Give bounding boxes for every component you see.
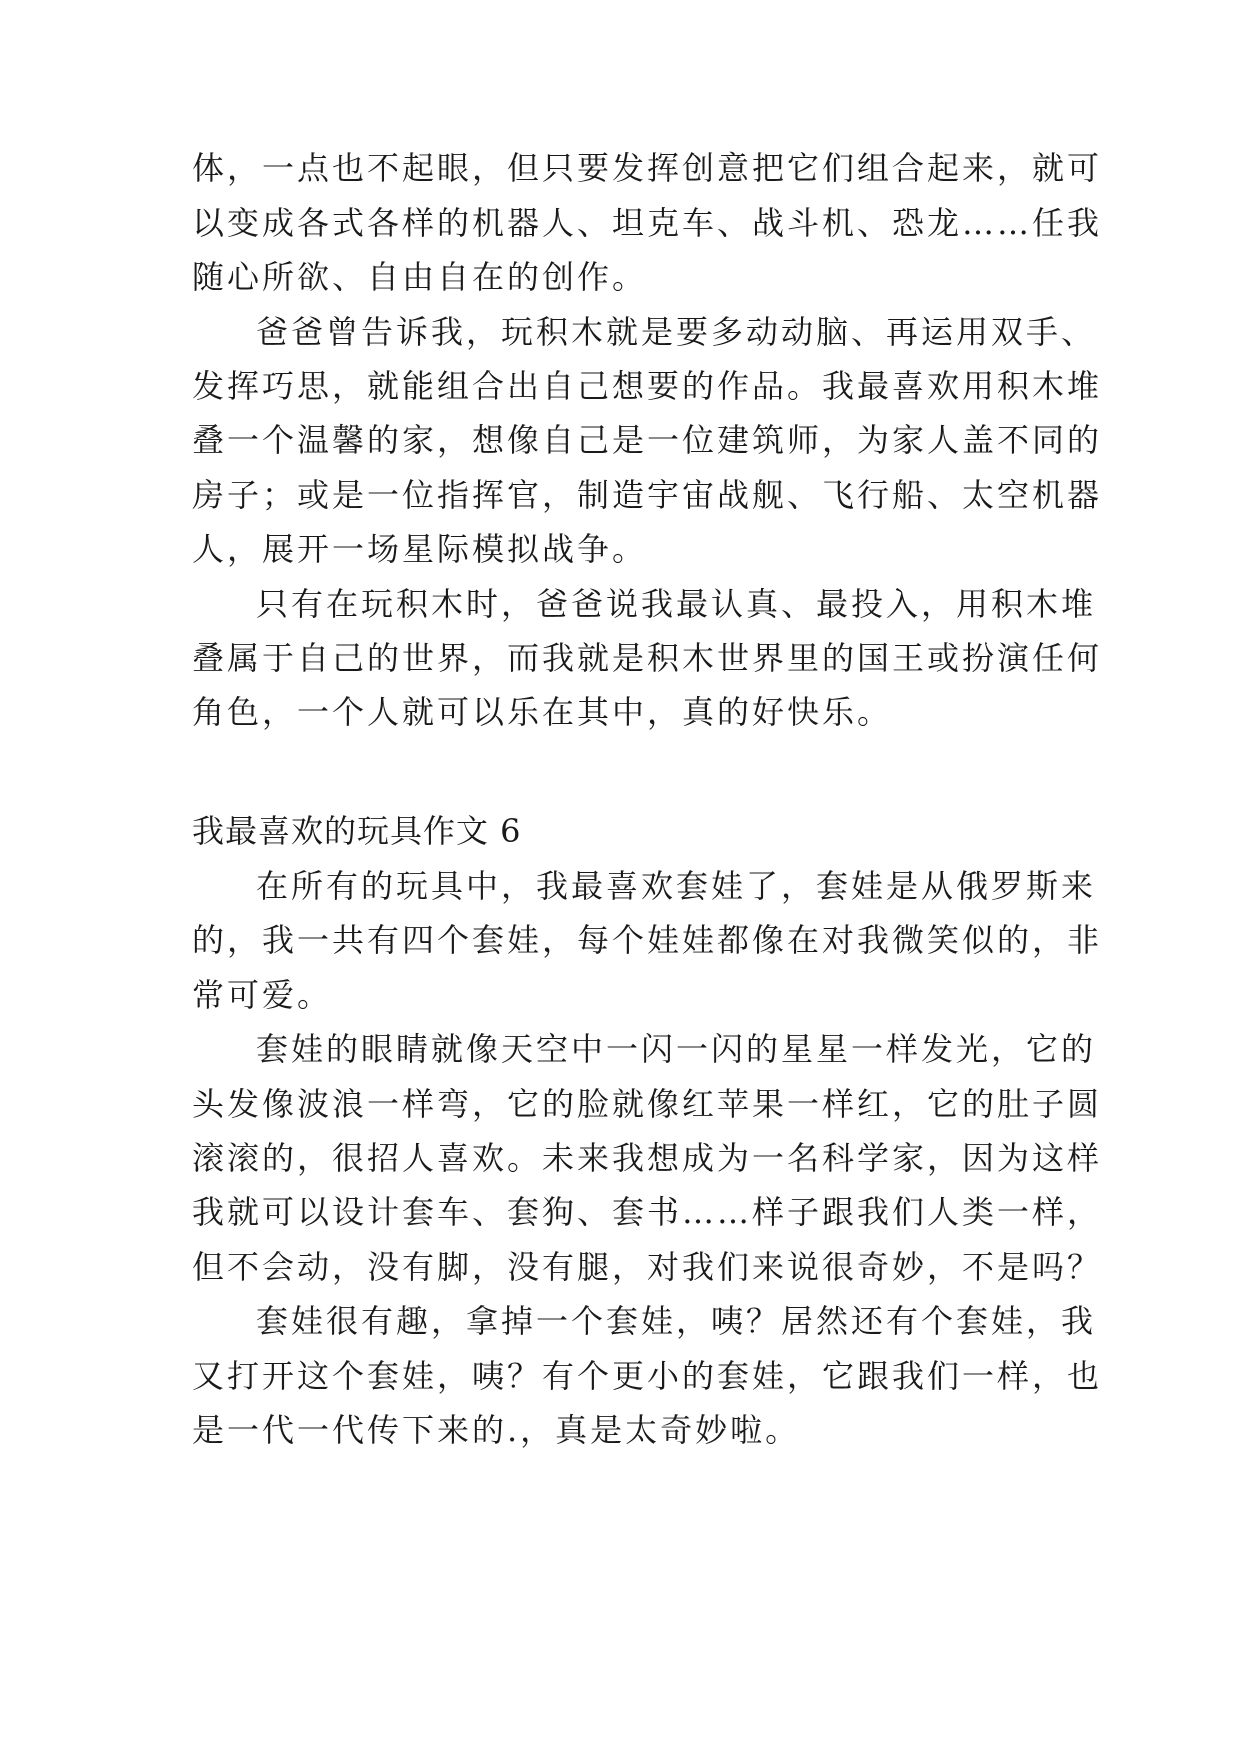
paragraph-line: 爸爸曾告诉我，玩积木就是要多动动脑、再运用双手、 xyxy=(256,313,1097,351)
paragraph-line: 人，展开一场星际模拟战争。 xyxy=(192,530,648,568)
paragraph-line: 以变成各式各样的机器人、坦克车、战斗机、恐龙……任我 xyxy=(192,204,1103,242)
paragraph-line: 在所有的玩具中，我最喜欢套娃了，套娃是从俄罗斯来 xyxy=(256,867,1097,905)
paragraph-line: 头发像波浪一样弯，它的脸就像红苹果一样红，它的肚子圆 xyxy=(192,1085,1103,1123)
paragraph-line: 房子；或是一位指挥官，制造宇宙战舰、飞行船、太空机器 xyxy=(192,476,1103,514)
paragraph-line: 的，我一共有四个套娃，每个娃娃都像在对我微笑似的，非 xyxy=(192,921,1103,959)
paragraph-line: 叠属于自己的世界，而我就是积木世界里的国王或扮演任何 xyxy=(192,639,1103,677)
paragraph-line: 滚滚的，很招人喜欢。未来我想成为一名科学家，因为这样 xyxy=(192,1139,1103,1177)
paragraph-line: 但不会动，没有脚，没有腿，对我们来说很奇妙，不是吗？ xyxy=(192,1248,1103,1286)
paragraph-line: 叠一个温馨的家，想像自己是一位建筑师，为家人盖不同的 xyxy=(192,421,1103,459)
paragraph-line: 常可爱。 xyxy=(192,976,333,1014)
paragraph-line: 又打开这个套娃，咦？有个更小的套娃，它跟我们一样，也 xyxy=(192,1357,1103,1395)
section-title: 我最喜欢的玩具作文 6 xyxy=(192,812,522,850)
paragraph-line: 体，一点也不起眼，但只要发挥创意把它们组合起来，就可 xyxy=(192,149,1103,187)
paragraph-line: 是一代一代传下来的.，真是太奇妙啦。 xyxy=(192,1411,801,1449)
paragraph-line: 我就可以设计套车、套狗、套书……样子跟我们人类一样， xyxy=(192,1193,1103,1231)
paragraph-line: 随心所欲、自由自在的创作。 xyxy=(192,258,648,296)
paragraph-line: 角色，一个人就可以乐在其中，真的好快乐。 xyxy=(192,693,893,731)
paragraph-line: 套娃很有趣，拿掉一个套娃，咦？居然还有个套娃，我 xyxy=(256,1302,1097,1340)
paragraph-line: 套娃的眼睛就像天空中一闪一闪的星星一样发光，它的 xyxy=(256,1030,1097,1068)
paragraph-line: 只有在玩积木时，爸爸说我最认真、最投入，用积木堆 xyxy=(256,585,1097,623)
paragraph-line: 发挥巧思，就能组合出自己想要的作品。我最喜欢用积木堆 xyxy=(192,367,1103,405)
